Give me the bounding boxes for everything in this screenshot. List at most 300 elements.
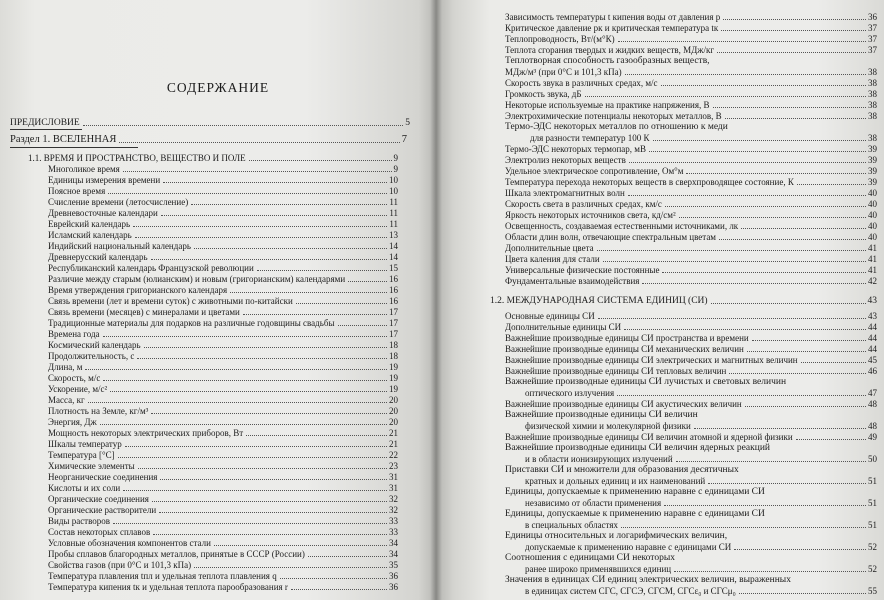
entry-title: Важнейшие производные единицы СИ механических величин	[505, 344, 744, 354]
section-underline	[10, 147, 138, 148]
entry-title: Соотношения с единицами СИ некоторых	[505, 553, 675, 563]
entry-page-number: 20	[389, 417, 398, 427]
entry-title: оптического излучения	[525, 388, 615, 398]
entry-page-number: 36	[868, 12, 877, 22]
entry-title: в специальных областях	[525, 520, 619, 530]
entry-page-number: 10	[389, 175, 398, 185]
entry-page-number: 48	[868, 399, 877, 409]
leader-dots	[246, 435, 387, 436]
leader-dots	[674, 571, 866, 572]
left-entry	[48, 351, 398, 361]
left-entry	[48, 395, 398, 405]
entry-title: Ускорение, м/с²	[48, 384, 108, 394]
leader-dots	[664, 505, 866, 506]
leader-dots	[138, 468, 387, 469]
entry-title: Связь времени (лет и времени суток) с животными по-китайски	[48, 296, 293, 306]
entry-page-number: 18	[389, 351, 398, 361]
leader-dots	[100, 424, 387, 425]
right-entry	[505, 100, 877, 110]
entry-title: Пробы сплавов благородных металлов, принятые в СССР (России)	[48, 549, 305, 559]
leader-dots	[796, 439, 866, 440]
leader-dots	[194, 567, 387, 568]
entry-title: Исламский календарь	[48, 230, 132, 240]
leader-dots	[153, 534, 387, 535]
right-entry	[505, 432, 877, 442]
entry-page-number: 40	[868, 232, 877, 242]
entry-title: Традиционные материалы для подарков на различные годовщины свадьбы	[48, 318, 335, 328]
entry-page-number: 45	[868, 355, 877, 365]
entry-title: Приставки СИ и множители для образования десятичных	[505, 465, 739, 475]
entry-page-number: 46	[868, 366, 877, 376]
right-entry	[505, 254, 877, 264]
leader-dots	[665, 206, 866, 207]
entry-page-number: 5	[405, 118, 410, 128]
entry-page-number: 37	[868, 45, 877, 55]
entry-page-number: 38	[868, 111, 877, 121]
entry-title: Кислоты и их соли	[48, 483, 121, 493]
leader-dots	[694, 428, 866, 429]
left-entry	[48, 428, 398, 438]
entry-page-number: 19	[389, 384, 398, 394]
entry-page-number: 32	[389, 494, 398, 504]
entry-page-number: 35	[389, 560, 398, 570]
entry-title: Освещенность, создаваемая естественными источниками, лк	[505, 221, 739, 231]
left-entry	[10, 118, 410, 128]
leader-dots	[679, 217, 866, 218]
entry-page-number: 36	[389, 571, 398, 581]
entry-page-number: 55	[868, 586, 877, 596]
left-entry	[48, 439, 398, 449]
entry-title: 1.1. ВРЕМЯ И ПРОСТРАНСТВО, ВЕЩЕСТВО И ПОЛЕ	[28, 153, 246, 163]
right-page	[436, 0, 884, 600]
entry-title: в единицах систем СГС, СГСЭ, СГСМ, СГСε₀ и СГСμ₀	[525, 586, 736, 596]
leader-dots	[133, 226, 387, 227]
leader-dots	[653, 140, 866, 141]
entry-page-number: 14	[389, 252, 398, 262]
entry-page-number: 20	[389, 406, 398, 416]
entry-page-number: 19	[389, 373, 398, 383]
right-entry	[530, 133, 877, 143]
entry-title: Состав некоторых сплавов	[48, 527, 151, 537]
entry-title: Шкала электромагнитных волн	[505, 188, 625, 198]
entry-page-number: 44	[868, 322, 877, 332]
entry-title: Раздел 1. ВСЕЛЕННАЯ	[10, 134, 117, 145]
right-entry	[505, 265, 877, 275]
right-entry	[505, 199, 877, 209]
left-entry	[48, 527, 398, 537]
leader-dots	[597, 250, 866, 251]
left-page	[0, 0, 436, 600]
leader-dots	[191, 204, 387, 205]
entry-title: Электролиз некоторых веществ	[505, 155, 626, 165]
entry-page-number: 43	[868, 311, 877, 321]
leader-dots	[585, 96, 866, 97]
right-entry	[505, 144, 877, 154]
left-entry	[48, 252, 398, 262]
entry-title: Области длин волн, отвечающие спектральным цветам	[505, 232, 717, 242]
leader-dots	[624, 329, 866, 330]
entry-page-number: 50	[868, 454, 877, 464]
leader-dots	[151, 413, 387, 414]
leader-dots	[159, 512, 387, 513]
leader-dots	[801, 362, 866, 363]
entry-page-number: 39	[868, 166, 877, 176]
entry-page-number: 37	[868, 34, 877, 44]
leader-dots	[338, 325, 388, 326]
entry-page-number: 40	[868, 210, 877, 220]
right-entry	[505, 344, 877, 354]
entry-page-number: 15	[389, 263, 398, 273]
right-entry	[505, 509, 765, 519]
entry-page-number: 51	[868, 476, 877, 486]
left-entry	[48, 186, 398, 196]
leader-dots	[123, 171, 392, 172]
leader-dots	[734, 549, 866, 550]
entry-title: Дополнительные цвета	[505, 243, 594, 253]
book-gutter	[430, 0, 442, 600]
section-underline	[10, 129, 82, 130]
leader-dots	[598, 318, 866, 319]
entry-title: Органические растворители	[48, 505, 157, 515]
leader-dots	[230, 292, 387, 293]
entry-page-number: 11	[389, 208, 398, 218]
leader-dots	[214, 545, 387, 546]
leader-dots	[243, 314, 387, 315]
right-entry	[505, 355, 877, 365]
right-entry	[505, 177, 877, 187]
leader-dots	[152, 501, 387, 502]
right-entry	[505, 487, 765, 497]
right-entry	[505, 243, 877, 253]
entry-page-number: 42	[868, 276, 877, 286]
left-entry	[48, 296, 398, 306]
entry-page-number: 43	[867, 296, 877, 306]
entry-title: Республиканский календарь Французской революции	[48, 263, 254, 273]
right-entry	[505, 232, 877, 242]
entry-title: и в области ионизирующих излучений	[525, 454, 673, 464]
entry-title: независимо от области применения	[525, 498, 662, 508]
right-entry	[505, 399, 877, 409]
leader-dots	[137, 358, 387, 359]
left-entry	[48, 241, 398, 251]
entry-page-number: 17	[389, 307, 398, 317]
leader-dots	[686, 173, 866, 174]
entry-page-number: 39	[868, 144, 877, 154]
leader-dots	[151, 259, 387, 260]
left-entry	[48, 219, 398, 229]
entry-title: Некоторые используемые на практике напряжения, В	[505, 100, 710, 110]
entry-page-number: 37	[868, 23, 877, 33]
entry-page-number: 23	[389, 461, 398, 471]
entry-title: Различие между старым (юлианским) и новым (григорианским) календарями	[48, 274, 346, 284]
leader-dots	[618, 41, 866, 42]
entry-page-number: 38	[868, 67, 877, 77]
right-entry	[505, 322, 877, 332]
entry-title: Плотность на Земле, кг/м³	[48, 406, 149, 416]
entry-title: 1.2. МЕЖДУНАРОДНАЯ СИСТЕМА ЕДИНИЦ (СИ)	[490, 296, 708, 306]
leader-dots	[257, 270, 387, 271]
entry-title: Температура перехода некоторых веществ в сверхпроводящее состояние, К	[505, 177, 794, 187]
entry-title: Свойства газов (при 0°С и 101,3 кПа)	[48, 560, 192, 570]
entry-title: Условные обозначения компонентов стали	[48, 538, 211, 548]
left-entry	[48, 362, 398, 372]
entry-title: Температура плавления tпл и удельная теплота плавления q	[48, 571, 277, 581]
entry-title: физической химии и молекулярной физики	[525, 421, 691, 431]
entry-page-number: 18	[389, 340, 398, 350]
left-entry	[48, 472, 398, 482]
entry-title: для разности температур 100 К	[530, 133, 650, 143]
entry-page-number: 21	[389, 439, 398, 449]
left-entry	[48, 582, 398, 592]
leader-dots	[108, 193, 387, 194]
entry-page-number: 41	[868, 265, 877, 275]
entry-title: допускаемые к применению наравне с единицами СИ	[525, 542, 732, 552]
leader-dots	[711, 303, 866, 304]
left-entry	[48, 197, 398, 207]
entry-page-number: 11	[389, 219, 398, 229]
entry-title: Химические элементы	[48, 461, 135, 471]
leader-dots	[741, 228, 866, 229]
entry-page-number: 31	[389, 483, 398, 493]
right-entry	[525, 454, 877, 464]
right-entry	[505, 410, 698, 420]
leader-dots	[629, 162, 866, 163]
leader-dots	[291, 589, 387, 590]
entry-title: Единицы, допускаемые к применению наравне с единицами СИ	[505, 487, 765, 497]
entry-title: Счисление времени (летосчисление)	[48, 197, 189, 207]
right-entry	[525, 542, 877, 552]
leader-dots	[723, 19, 866, 20]
right-entry	[505, 465, 739, 475]
leader-dots	[83, 125, 404, 126]
entry-page-number: 51	[868, 520, 877, 530]
entry-page-number: 32	[389, 505, 398, 515]
leader-dots	[752, 340, 866, 341]
entry-title: Важнейшие производные единицы СИ величин	[505, 410, 698, 420]
entry-title: Шкалы температур	[48, 439, 122, 449]
entry-title: Еврейский календарь	[48, 219, 131, 229]
entry-title: ПРЕДИСЛОВИЕ	[10, 118, 80, 128]
entry-title: Фундаментальные взаимодействия	[505, 276, 640, 286]
entry-page-number: 9	[393, 164, 398, 174]
leader-dots	[296, 303, 387, 304]
entry-title: Важнейшие производные единицы СИ пространства и времени	[505, 333, 749, 343]
entry-title: Время утверждения григорианского календаря	[48, 285, 228, 295]
left-entry	[48, 494, 398, 504]
leader-dots	[719, 239, 866, 240]
entry-title: Значения в единицах СИ единиц электрических величин, выраженных	[505, 575, 791, 585]
left-entry	[48, 274, 398, 284]
left-entry	[48, 175, 398, 185]
left-entry	[48, 230, 398, 240]
right-entry	[505, 78, 877, 88]
leader-dots	[123, 490, 387, 491]
entry-title: Термо-ЭДС некоторых металлов по отношению к меди	[505, 122, 728, 132]
entry-page-number: 51	[868, 498, 877, 508]
left-entry	[10, 135, 407, 145]
leader-dots	[85, 369, 387, 370]
entry-title: Поясное время	[48, 186, 106, 196]
entry-page-number: 38	[868, 133, 877, 143]
leader-dots	[617, 395, 866, 396]
leader-dots	[160, 479, 387, 480]
entry-title: Удельное электрическое сопротивление, Ом°м	[505, 166, 684, 176]
entry-title: Громкость звука, дБ	[505, 89, 582, 99]
left-entry	[48, 208, 398, 218]
leader-dots	[163, 182, 387, 183]
leader-dots	[118, 457, 387, 458]
entry-title: Неорганические соединения	[48, 472, 158, 482]
entry-title: Связь времени (месяцев) с минералами и цветами	[48, 307, 240, 317]
leader-dots	[717, 52, 866, 53]
entry-title: Важнейшие производные единицы СИ электрических и магнитных величин	[505, 355, 798, 365]
entry-title: Дополнительные единицы СИ	[505, 322, 622, 332]
entry-title: Скорость звука в различных средах, м/с	[505, 78, 658, 88]
entry-title: Масса, кг	[48, 395, 85, 405]
right-entry	[505, 89, 877, 99]
right-entry	[505, 166, 877, 176]
right-entry	[505, 531, 727, 541]
right-entry	[505, 311, 877, 321]
leader-dots	[628, 195, 866, 196]
entry-title: Теплотворная способность газообразных веществ,	[505, 56, 710, 66]
entry-page-number: 13	[389, 230, 398, 240]
leader-dots	[797, 184, 866, 185]
right-entry	[525, 520, 877, 530]
entry-title: Космический календарь	[48, 340, 141, 350]
leader-dots	[249, 160, 392, 161]
leader-dots	[745, 406, 866, 407]
leader-dots	[713, 107, 866, 108]
leader-dots	[113, 523, 387, 524]
right-entry	[505, 12, 877, 22]
leader-dots	[729, 373, 866, 374]
entry-title: Цвета каления для стали	[505, 254, 600, 264]
left-entry	[48, 571, 398, 581]
left-entry	[28, 153, 398, 163]
entry-page-number: 11	[389, 197, 398, 207]
left-entry	[48, 560, 398, 570]
right-entry	[505, 333, 877, 343]
right-entry	[505, 188, 877, 198]
entry-title: Виды растворов	[48, 516, 111, 526]
entry-page-number: 39	[868, 177, 877, 187]
entry-title: кратных и дольных единиц и их наименований	[525, 476, 706, 486]
right-entry	[505, 155, 877, 165]
leader-dots	[676, 461, 866, 462]
right-entry	[525, 421, 877, 431]
left-entry	[48, 461, 398, 471]
entry-page-number: 48	[868, 421, 877, 431]
right-entry	[525, 586, 877, 596]
entry-page-number: 7	[401, 134, 407, 145]
entry-title: Электрохимические потенциалы некоторых металлов, В	[505, 111, 722, 121]
right-entry	[525, 476, 877, 486]
entry-page-number: 16	[389, 296, 398, 306]
right-entry	[525, 498, 877, 508]
leader-dots	[119, 142, 399, 143]
entry-page-number: 33	[389, 527, 398, 537]
leader-dots	[103, 336, 387, 337]
left-entry	[48, 329, 398, 339]
entry-page-number: 22	[389, 450, 398, 460]
entry-page-number: 49	[868, 432, 877, 442]
right-entry	[505, 553, 675, 563]
leader-dots	[642, 283, 866, 284]
right-entry	[505, 377, 786, 387]
leader-dots	[280, 578, 387, 579]
right-entry	[505, 67, 877, 77]
entry-page-number: 38	[868, 89, 877, 99]
entry-page-number: 44	[868, 344, 877, 354]
right-entry	[525, 388, 877, 398]
entry-title: МДж/м³ (при 0°С и 101,3 кПа)	[505, 67, 622, 77]
right-entry	[505, 122, 728, 132]
left-entry	[48, 373, 398, 383]
left-entry	[48, 307, 398, 317]
entry-title: Универсальные физические постоянные	[505, 265, 660, 275]
leader-dots	[308, 556, 387, 557]
entry-page-number: 19	[389, 362, 398, 372]
leader-dots	[747, 351, 866, 352]
entry-page-number: 40	[868, 199, 877, 209]
entry-page-number: 17	[389, 329, 398, 339]
entry-page-number: 44	[868, 333, 877, 343]
leader-dots	[708, 483, 866, 484]
entry-page-number: 40	[868, 221, 877, 231]
right-entry	[505, 575, 791, 585]
leader-dots	[603, 261, 866, 262]
left-entry	[48, 516, 398, 526]
left-entry	[48, 263, 398, 273]
entry-title: Времена года	[48, 329, 100, 339]
entry-title: Скорость света в различных средах, км/с	[505, 199, 662, 209]
left-entry	[48, 406, 398, 416]
entry-title: Энергия, Дж	[48, 417, 97, 427]
right-entry	[505, 45, 877, 55]
leader-dots	[625, 74, 866, 75]
entry-title: Древнерусский календарь	[48, 252, 148, 262]
entry-title: Критическое давление pк и критическая температура tк	[505, 23, 719, 33]
entry-page-number: 34	[389, 549, 398, 559]
entry-title: Единицы, допускаемые к применению наравне с единицами СИ	[505, 509, 765, 519]
right-entry	[490, 296, 877, 306]
left-entry	[48, 285, 398, 295]
entry-page-number: 10	[389, 186, 398, 196]
leader-dots	[110, 391, 387, 392]
leader-dots	[621, 527, 866, 528]
entry-title: Теплота сгорания твердых и жидких веществ, МДж/кг	[505, 45, 715, 55]
entry-title: Важнейшие производные единицы СИ величин атомной и ядерной физики	[505, 432, 793, 442]
entry-title: Скорость, м/с	[48, 373, 101, 383]
left-entry	[48, 450, 398, 460]
leader-dots	[88, 402, 387, 403]
left-entry	[48, 318, 398, 328]
entry-page-number: 17	[389, 318, 398, 328]
leader-dots	[135, 237, 387, 238]
leader-dots	[739, 593, 866, 594]
left-entry	[48, 549, 398, 559]
right-entry	[505, 23, 877, 33]
left-entry	[48, 417, 398, 427]
entry-title: Древневосточные календари	[48, 208, 158, 218]
entry-title: Важнейшие производные единицы СИ величин ядерных реакций	[505, 443, 771, 453]
entry-page-number: 9	[393, 153, 398, 163]
entry-title: Продолжительность, с	[48, 351, 135, 361]
right-entry	[505, 210, 877, 220]
leader-dots	[161, 215, 388, 216]
entry-page-number: 47	[868, 388, 877, 398]
